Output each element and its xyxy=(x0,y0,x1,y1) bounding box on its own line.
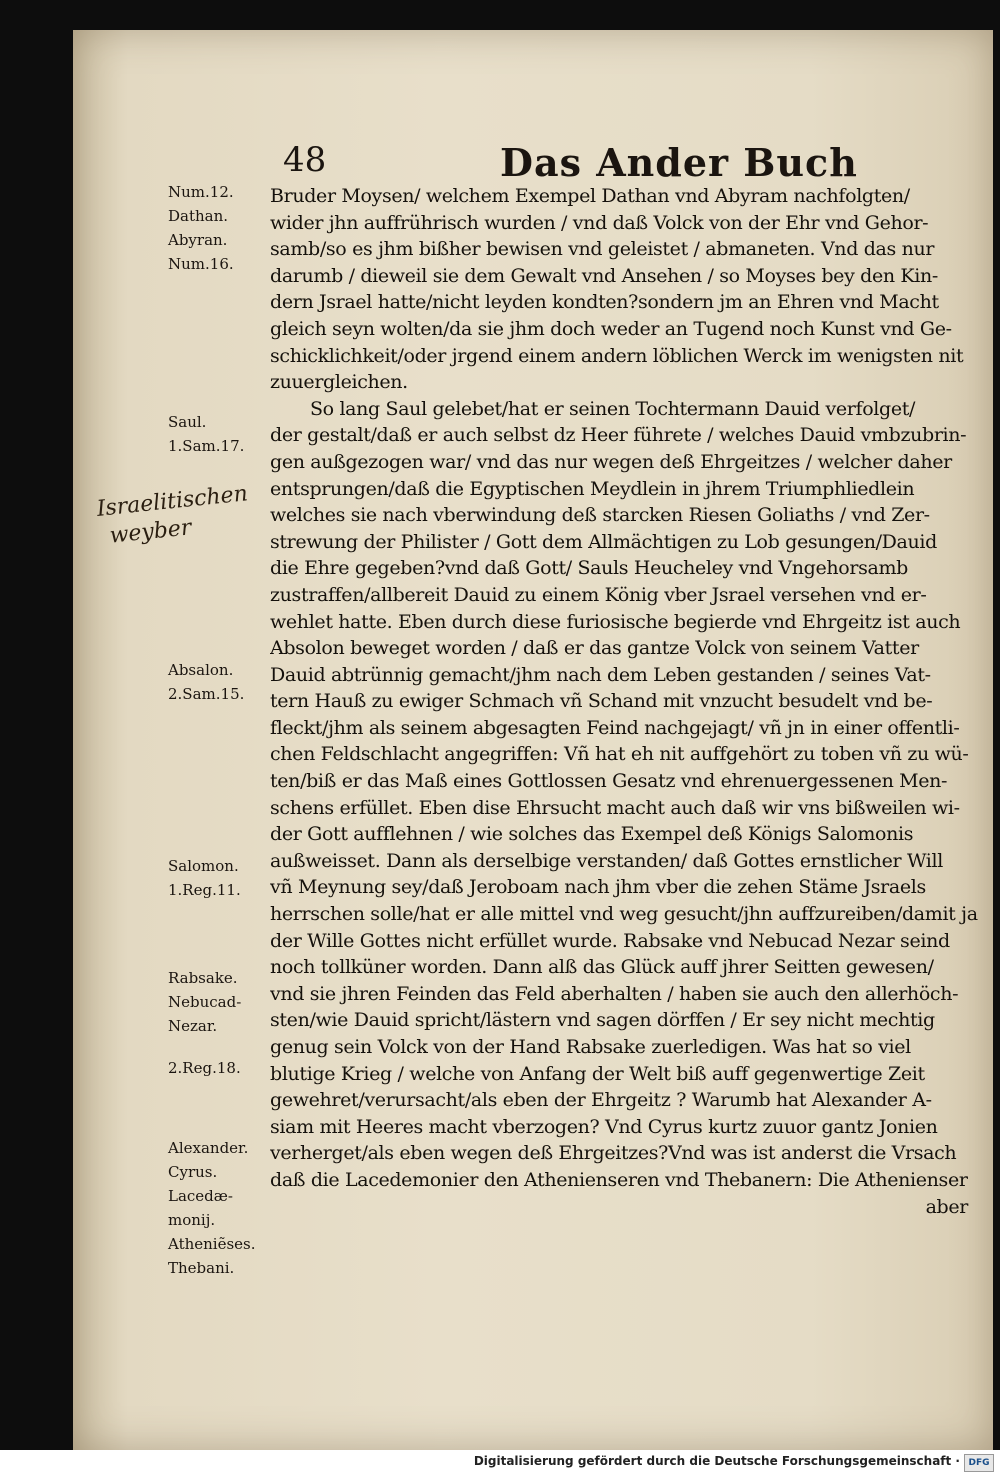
margin-note xyxy=(168,410,244,458)
margin-note xyxy=(168,854,241,902)
margin-note-line: Abyran. xyxy=(168,231,228,249)
margin-note xyxy=(168,1056,241,1080)
handwritten-annotation xyxy=(95,480,252,552)
margin-note xyxy=(168,1136,256,1280)
margin-note-line: Absalon. xyxy=(168,661,234,679)
margin-note-line: Num.12. xyxy=(168,183,234,201)
margin-note-line: Dathan. xyxy=(168,207,229,225)
text-line: siam mit Heeres macht vberzogen? Vnd Cyrus kurtz zuuor gantz Jonien xyxy=(270,1115,938,1138)
text-line: der Wille Gottes nicht erfüllet wurde. Rabsake vnd Nebucad Nezar seind xyxy=(270,929,950,952)
text-line: verherget/als eben wegen deß Ehrgeitzes?Vnd was ist anderst die Vrsach xyxy=(270,1142,957,1165)
text-line: So lang Saul gelebet/hat er seinen Tochtermann Dauid verfolget/ xyxy=(310,397,916,420)
running-title: Das Ander Buch xyxy=(500,140,858,185)
text-line: schicklichkeit/oder jrgend einem andern löblichen Werck im wenigsten nit xyxy=(270,344,964,367)
funding-notice: Digitalisierung gefördert durch die Deutsche Forschungsgemeinschaft · xyxy=(473,1454,960,1468)
page-number: 48 xyxy=(283,140,327,180)
text-line: zuuergleichen. xyxy=(270,371,408,394)
margin-note-line: Nezar. xyxy=(168,1017,218,1035)
text-line: vñ Meynung sey/daß Jeroboam nach jhm vber die zehen Stäme Jsraels xyxy=(270,876,926,899)
text-line: Absolon beweget worden / daß er das gantze Volck von seinem Vatter xyxy=(270,637,919,660)
text-line: zustraffen/allbereit Dauid zu einem König vber Jsrael versehen vnd er- xyxy=(270,583,927,606)
margin-note-line: Saul. xyxy=(168,413,207,431)
text-line: welches sie nach vberwindung deß starcken Riesen Goliaths / vnd Zer- xyxy=(270,504,930,527)
text-line: strewung der Philister / Gott dem Allmächtigen zu Lob gesungen/Dauid xyxy=(270,530,937,553)
dfg-logo-icon: DFG xyxy=(964,1454,994,1472)
margin-note-line: 1.Reg.11. xyxy=(168,881,241,899)
text-line: die Ehre gegeben?vnd daß Gott/ Sauls Heucheley vnd Vngehorsamb xyxy=(270,557,908,580)
margin-note-line: Nebucad- xyxy=(168,993,242,1011)
text-line: ten/biß er das Maß eines Gottlossen Gesatz vnd ehrenuergessenen Men- xyxy=(270,770,948,793)
margin-note-line: Num.16. xyxy=(168,255,234,273)
text-line: schens erfüllet. Eben dise Ehrsucht macht auch daß wir vns bißweilen wi- xyxy=(270,796,960,819)
text-line: vnd sie jhren Feinden das Feld aberhalten / haben sie auch den allerhöch- xyxy=(270,982,959,1005)
margin-note xyxy=(168,180,234,276)
text-line: daß die Lacedemonier den Athenienseren vnd Thebanern: Die Athenienser xyxy=(270,1168,968,1191)
text-line: fleckt/jhm als seinem abgesagten Feind nachgejagt/ vñ jn in einer offentli- xyxy=(270,716,960,739)
margin-note-line: Atheniẽses. xyxy=(168,1235,256,1253)
margin-note-line: 2.Sam.15. xyxy=(168,685,245,703)
text-line: chen Feldschlacht angegriffen: Vñ hat eh nit auffgehört zu toben vñ zu wü- xyxy=(270,743,969,766)
margin-note xyxy=(168,658,244,706)
text-line: wider jhn auffrührisch wurden / vnd daß Volck von der Ehr vnd Gehor- xyxy=(270,211,929,234)
text-line: blutige Krieg / welche von Anfang der Welt biß auff gegenwertige Zeit xyxy=(270,1062,925,1085)
margin-note-line: Lacedæ- xyxy=(168,1187,233,1205)
margin-note-line: Cyrus. xyxy=(168,1163,218,1181)
catchword: aber xyxy=(925,1195,968,1218)
text-line: sten/wie Dauid spricht/lästern vnd sagen dörffen / Er sey nicht mechtig xyxy=(270,1009,935,1032)
text-line: gewehret/verursacht/als eben der Ehrgeitz ? Warumb hat Alexander A- xyxy=(270,1089,932,1112)
margin-column xyxy=(0,0,270,1450)
margin-note-line: Rabsake. xyxy=(168,969,238,987)
margin-note xyxy=(168,966,241,1038)
margin-note-line: Alexander. xyxy=(168,1139,249,1157)
text-line: der gestalt/daß er auch selbst dz Heer führete / welches Dauid vmbzubrin- xyxy=(270,424,967,447)
text-line: außweisset. Dann als derselbige verstanden/ daß Gottes ernstlicher Will xyxy=(270,849,943,872)
margin-note-line: 2.Reg.18. xyxy=(168,1059,241,1077)
text-line: gen außgezogen war/ vnd das nur wegen deß Ehrgeitzes / welcher daher xyxy=(270,450,952,473)
text-line: dern Jsrael hatte/nicht leyden kondten?sondern jm an Ehren vnd Macht xyxy=(270,291,939,314)
margin-note-line: Salomon. xyxy=(168,857,239,875)
margin-note-line: 1.Sam.17. xyxy=(168,437,245,455)
text-line: herrschen solle/hat er alle mittel vnd weg gesucht/jhn auffzureiben/damit ja xyxy=(270,903,978,926)
text-line: genug sein Volck von der Hand Rabsake zuerledigen. Was hat so viel xyxy=(270,1036,911,1058)
text-line: wehlet hatte. Eben durch diese furiosische begierde vnd Ehrgeitz ist auch xyxy=(270,610,961,633)
body-text xyxy=(270,183,978,1220)
footer-bar xyxy=(0,1450,1000,1475)
text-line: Dauid abtrünnig gemacht/jhm nach dem Leben gestanden / seines Vat- xyxy=(270,663,931,686)
text-line: entsprungen/daß die Egyptischen Meydlein in jhrem Triumphliedlein xyxy=(270,477,915,500)
text-line: Bruder Moysen/ welchem Exempel Dathan vnd Abyram nachfolgten/ xyxy=(270,185,910,207)
text-line: tern Hauß zu ewiger Schmach vñ Schand mit vnzucht besudelt vnd be- xyxy=(270,690,933,713)
margin-note-line: Thebani. xyxy=(168,1259,235,1277)
text-line: noch tollküner worden. Dann alß das Glück auff jhrer Seitten gewesen/ xyxy=(270,956,934,979)
text-line: darumb / dieweil sie dem Gewalt vnd Ansehen / so Moyses bey den Kin- xyxy=(270,264,938,287)
text-line: der Gott aufflehnen / wie solches das Exempel deß Königs Salomonis xyxy=(270,823,914,846)
handwritten-line: weyber xyxy=(108,515,193,549)
handwritten-line: Israelitischen xyxy=(95,481,249,522)
text-line: gleich seyn wolten/da sie jhm doch weder an Tugend noch Kunst vnd Ge- xyxy=(270,317,952,340)
margin-note-line: monij. xyxy=(168,1211,216,1229)
text-line: samb/so es jhm bißher bewisen vnd geleistet / abmaneten. Vnd das nur xyxy=(270,238,935,261)
